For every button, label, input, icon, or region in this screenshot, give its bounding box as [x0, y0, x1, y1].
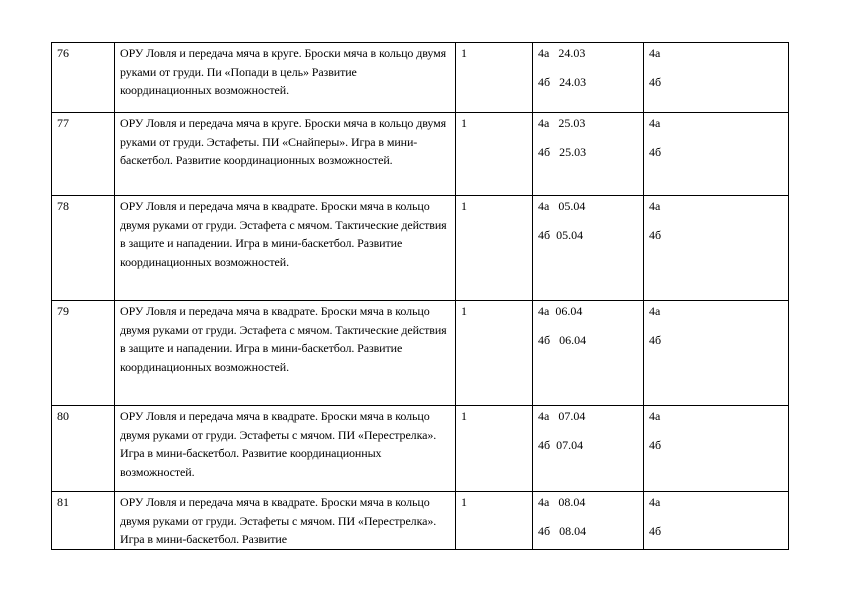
actual-dates-cell — [644, 113, 789, 196]
lesson-hours: 1 — [456, 406, 533, 492]
planned-date: 4б 05.04 — [538, 227, 584, 242]
lesson-hours: 1 — [456, 301, 533, 406]
lesson-number: 76 — [52, 43, 115, 113]
actual-dates-cell — [644, 492, 789, 550]
actual-date: 4б — [649, 144, 662, 159]
planned-dates-cell — [533, 492, 644, 550]
table-row — [52, 406, 789, 492]
planned-date: 4а 25.03 — [538, 116, 586, 130]
lesson-hours: 1 — [456, 492, 533, 550]
planned-dates-cell — [533, 113, 644, 196]
actual-date: 4б — [649, 437, 662, 452]
actual-date: 4а — [649, 199, 661, 213]
actual-date: 4а — [649, 304, 661, 318]
actual-date: 4б — [649, 332, 662, 347]
planned-date: 4б 25.03 — [538, 144, 587, 159]
planned-date: 4а 05.04 — [538, 199, 586, 213]
lesson-number: 80 — [52, 406, 115, 492]
planned-date: 4а 08.04 — [538, 495, 586, 509]
actual-date: 4а — [649, 409, 661, 423]
planned-dates-cell — [533, 43, 644, 113]
table-row — [52, 301, 789, 406]
actual-date: 4а — [649, 116, 661, 130]
lesson-number: 77 — [52, 113, 115, 196]
actual-date: 4б — [649, 523, 662, 538]
planned-dates-cell — [533, 196, 644, 301]
actual-dates-cell — [644, 406, 789, 492]
planned-date: 4б 24.03 — [538, 74, 587, 89]
lesson-number: 79 — [52, 301, 115, 406]
actual-dates-cell — [644, 196, 789, 301]
planned-date: 4б 07.04 — [538, 437, 584, 452]
planned-date: 4б 08.04 — [538, 523, 587, 538]
planned-date: 4а 24.03 — [538, 46, 586, 60]
planned-dates-cell — [533, 406, 644, 492]
lesson-topic: ОРУ Ловля и передача мяча в квадрате. Броски мяча в кольцо двумя руками от груди. Эстафета с мячом. Тактические действия в защите и нападении. Игра в мини-баскетбол. Развитие координационных возможностей. — [115, 196, 456, 301]
lesson-topic: ОРУ Ловля и передача мяча в круге. Броски мяча в кольцо двумя руками от груди. Пи «Попади в цель» Развитие координационных возможностей. — [115, 43, 456, 113]
lesson-hours: 1 — [456, 43, 533, 113]
lesson-topic: ОРУ Ловля и передача мяча в квадрате. Броски мяча в кольцо двумя руками от груди. Эстафеты с мячом. ПИ «Перестрелка». Игра в мини-баскетбол. Развитие — [115, 492, 456, 550]
actual-date: 4б — [649, 74, 662, 89]
planned-date: 4а 07.04 — [538, 409, 586, 423]
planned-date: 4б 06.04 — [538, 332, 587, 347]
actual-dates-cell — [644, 43, 789, 113]
planned-dates-cell — [533, 301, 644, 406]
lesson-hours: 1 — [456, 196, 533, 301]
table-row — [52, 492, 789, 550]
table-row — [52, 43, 789, 113]
lesson-number: 78 — [52, 196, 115, 301]
table-row — [52, 113, 789, 196]
lesson-number: 81 — [52, 492, 115, 550]
lesson-topic: ОРУ Ловля и передача мяча в круге. Броски мяча в кольцо двумя руками от груди. Эстафеты. ПИ «Снайперы». Игра в мини-баскетбол. Развитие координационных возможностей. — [115, 113, 456, 196]
table-row — [52, 196, 789, 301]
actual-date: 4а — [649, 495, 661, 509]
actual-date: 4а — [649, 46, 661, 60]
lesson-topic: ОРУ Ловля и передача мяча в квадрате. Броски мяча в кольцо двумя руками от груди. Эстафета с мячом. Тактические действия в защите и нападении. Игра в мини-баскетбол. Развитие координационных возможностей. — [115, 301, 456, 406]
lesson-plan-table — [51, 42, 789, 550]
lesson-hours: 1 — [456, 113, 533, 196]
lesson-topic: ОРУ Ловля и передача мяча в квадрате. Броски мяча в кольцо двумя руками от груди. Эстафеты с мячом. ПИ «Перестрелка». Игра в мини-баскетбол. Развитие координационных возможностей. — [115, 406, 456, 492]
actual-dates-cell — [644, 301, 789, 406]
planned-date: 4а 06.04 — [538, 304, 583, 318]
actual-date: 4б — [649, 227, 662, 242]
